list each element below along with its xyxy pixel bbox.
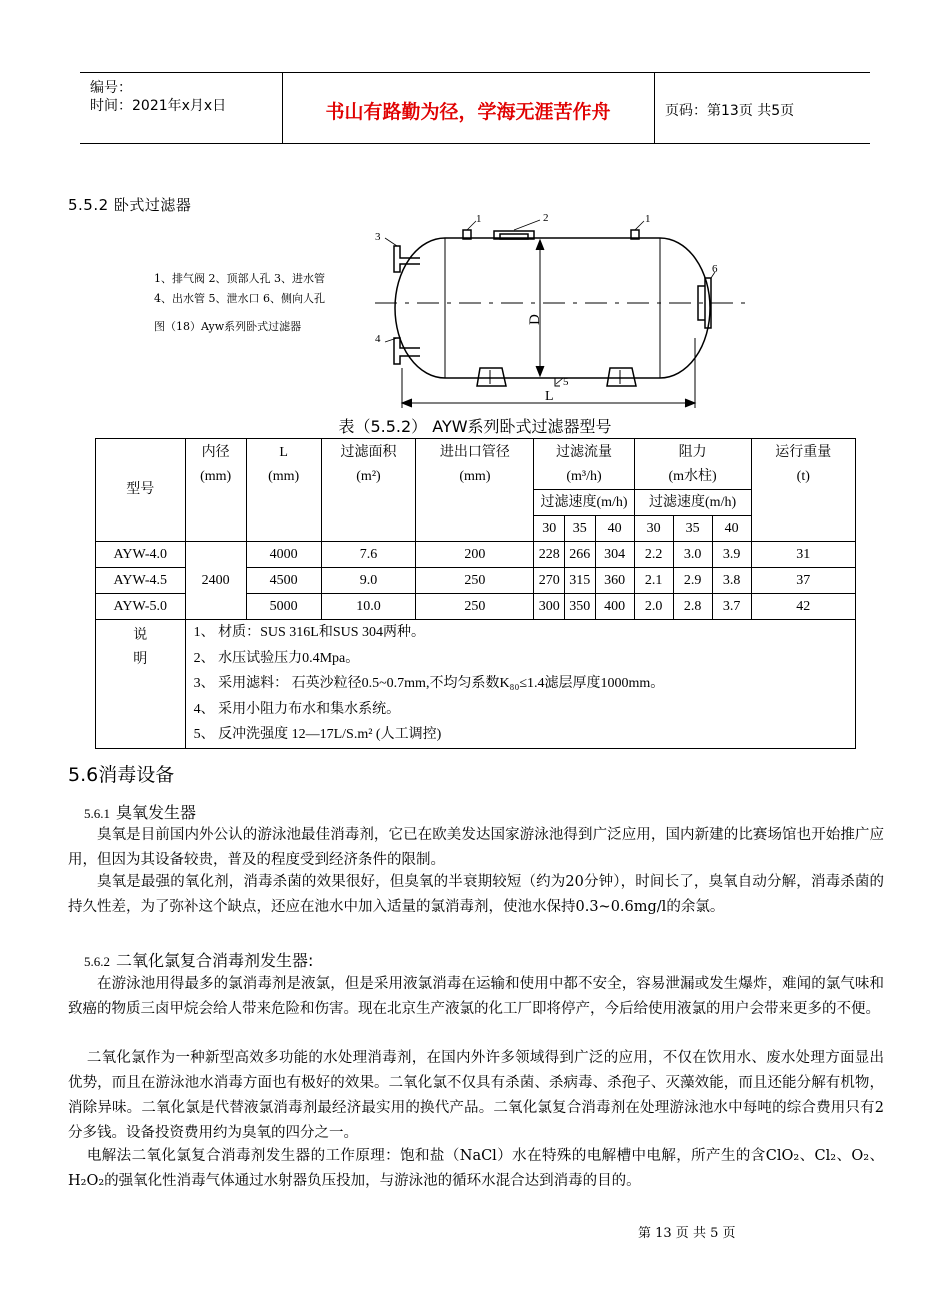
support-left <box>477 368 506 386</box>
pipe-cell: 250 <box>416 568 534 594</box>
speed-cell: 35 <box>565 516 596 542</box>
diameter-cell: 2400 <box>185 542 246 620</box>
speed-cell: 35 <box>673 516 712 542</box>
table-row <box>96 542 856 568</box>
header-flow: 过滤流量 (m³/h) <box>534 439 634 490</box>
figure-legend-line2: 4、出水管 5、泄水口 6、侧向人孔 <box>154 292 325 305</box>
length-cell: 5000 <box>246 594 321 620</box>
model-cell: AYW-4.0 <box>96 542 186 568</box>
callout-5: 5 <box>563 376 569 388</box>
figure-caption: 图（18）Ayw系列卧式过滤器 <box>154 320 302 333</box>
area-cell: 9.0 <box>321 568 416 594</box>
dim-d-label: D <box>527 314 543 325</box>
header-weight: 运行重量 (t) <box>751 439 855 542</box>
length-cell: 4000 <box>246 542 321 568</box>
header-page-cell <box>655 73 870 143</box>
callout-6: 6 <box>712 263 718 275</box>
resist-cell: 2.2 <box>634 542 673 568</box>
flow-cell: 315 <box>565 568 596 594</box>
vessel-body <box>395 238 710 378</box>
resist-cell: 3.9 <box>712 542 751 568</box>
resist-cell: 3.8 <box>712 568 751 594</box>
page-label: 页码：第13页 共5页 <box>665 103 795 119</box>
note-item: 4、 采用小阻力布水和集水系统。 <box>193 701 401 717</box>
header-speed-resist: 过滤速度(m/h) <box>634 490 751 516</box>
header-area: 过滤面积 (m²) <box>321 439 416 542</box>
header-resistance: 阻力 (m水柱) <box>634 439 751 490</box>
time-label: 时间：2021年x月x日 <box>90 98 227 114</box>
motto: 书山有路勤为径，学海无涯苦作舟 <box>325 101 611 123</box>
callout-2: 2 <box>543 212 549 224</box>
flow-cell: 266 <box>565 542 596 568</box>
pipe-cell: 250 <box>416 594 534 620</box>
dim-l-label: L <box>545 389 554 404</box>
speed-cell: 40 <box>712 516 751 542</box>
speed-cell: 40 <box>595 516 634 542</box>
figure-legend-line1: 1、排气阀 2、顶部人孔 3、进水管 <box>154 272 325 285</box>
speed-cell: 30 <box>534 516 565 542</box>
header-pipe: 进出口管径 (mm) <box>416 439 534 542</box>
callout-1-right: 1 <box>645 213 651 225</box>
callout-3: 3 <box>375 231 381 243</box>
paragraph-ozone-1: 臭氧是目前国内外公认的游泳池最佳消毒剂，它已在欧美发达国家游泳池得到广泛应用，国内新建的比赛场馆也开始推广应用，但因为其设备较贵，普及的程度受到经济条件的限制。 <box>68 827 884 868</box>
filter-spec-table <box>95 438 856 749</box>
page-footer: 第 13 页 共 5 页 <box>638 1226 736 1241</box>
pipe-cell: 200 <box>416 542 534 568</box>
note-item: 2、 水压试验压力0.4Mpa。 <box>193 650 360 666</box>
flow-cell: 360 <box>595 568 634 594</box>
length-cell: 4500 <box>246 568 321 594</box>
note-item: 5、 反冲洗强度 12—17L/S.m² (人工调控) <box>193 727 442 743</box>
outlet-pipe <box>394 338 420 364</box>
support-right <box>607 368 636 386</box>
flow-cell: 304 <box>595 542 634 568</box>
flow-cell: 400 <box>595 594 634 620</box>
section-title-552: 5.5.2 卧式过滤器 <box>68 196 192 214</box>
resist-cell: 2.0 <box>634 594 673 620</box>
area-cell: 10.0 <box>321 594 416 620</box>
table-caption: 表（5.5.2） AYW系列卧式过滤器型号 <box>338 417 612 436</box>
model-cell: AYW-4.5 <box>96 568 186 594</box>
paragraph-chlorine-dioxide: 二氧化氯作为一种新型高效多功能的水处理消毒剂，在国内外许多领域得到广泛的应用，不仅在饮用水、废水处理方面显出优势，而且在游泳池水消毒方面也有极好的效果。二氧化氯不仅具有杀菌、杀病毒、杀孢子、灭藻效能，而且还能分解有机物，消除异味。二氧化氯是代替液氯消毒剂最经济最实用的换代产品。二氧化氯复合消毒剂在处理游泳池水中每吨的综合费用只有2分多钱。设备投资费用约为臭氧的四分之一。 <box>68 1050 884 1141</box>
resist-cell: 2.8 <box>673 594 712 620</box>
paragraph-ozone-2: 臭氧是最强的氧化剂，消毒杀菌的效果很好，但臭氧的半衰期较短（约为20分钟），时间长了，臭氧自动分解，消毒杀菌的持久性差，为了弥补这个缺点，还应在池水中加入适量的氯消毒剂，使池水保持0.3~0.6mg/l的余氯。 <box>68 874 884 915</box>
header-length: L (mm) <box>246 439 321 542</box>
flow-cell: 270 <box>534 568 565 594</box>
paragraph-chlorine-1: 在游泳池用得最多的氯消毒剂是液氯，但是采用液氯消毒在运输和使用中都不安全，容易泄漏或发生爆炸，难闻的氯气味和致癌的物质三卤甲烷会给人带来危险和伤害。现在北京生产液氯的化工厂即将停产，今后给使用液氯的用户会带来更多的不便。 <box>68 976 884 1017</box>
flow-cell: 228 <box>534 542 565 568</box>
number-label: 编号： <box>90 80 132 96</box>
section-title-56: 5.6消毒设备 <box>68 764 175 786</box>
callout-4: 4 <box>375 333 381 345</box>
notes-label: 说 明 <box>96 620 186 749</box>
weight-cell: 31 <box>751 542 855 568</box>
resist-cell: 3.7 <box>712 594 751 620</box>
resist-cell: 2.1 <box>634 568 673 594</box>
weight-cell: 42 <box>751 594 855 620</box>
header-model: 型号 <box>96 439 186 542</box>
speed-cell: 30 <box>634 516 673 542</box>
note-item: 1、 材质：SUS 316L和SUS 304两种。 <box>193 625 426 640</box>
horizontal-filter-diagram <box>150 208 750 413</box>
note-item: 3、 采用滤料： 石英沙粒径0.5~0.7mm,不均匀系数K₈₀≤1.4滤层厚度1000mm。 <box>193 676 665 692</box>
paragraph-electrolysis: 电解法二氧化氯复合消毒剂发生器的工作原理：饱和盐（NaCl）水在特殊的电解槽中电解，所产生的含ClO₂、Cl₂、O₂、H₂O₂的强氧化性消毒气体通过水射器负压投加，与游泳池的循环水混合达到消毒的目的。 <box>68 1148 884 1189</box>
header-diameter: 内径 (mm) <box>185 439 246 542</box>
subsection-562: 5.6.2 二氧化氯复合消毒剂发生器: <box>84 951 314 970</box>
callout-1-left: 1 <box>476 213 482 225</box>
weight-cell: 37 <box>751 568 855 594</box>
flow-cell: 300 <box>534 594 565 620</box>
drain-outlet <box>555 378 560 386</box>
header-speed-flow: 过滤速度(m/h) <box>534 490 634 516</box>
header-info-cell <box>80 73 283 143</box>
area-cell: 7.6 <box>321 542 416 568</box>
header-motto-cell <box>282 73 655 143</box>
subsection-561: 5.6.1 臭氧发生器 <box>84 803 197 822</box>
flow-cell: 350 <box>565 594 596 620</box>
notes-cell <box>185 620 855 749</box>
model-cell: AYW-5.0 <box>96 594 186 620</box>
page-header <box>80 72 870 144</box>
resist-cell: 2.9 <box>673 568 712 594</box>
resist-cell: 3.0 <box>673 542 712 568</box>
